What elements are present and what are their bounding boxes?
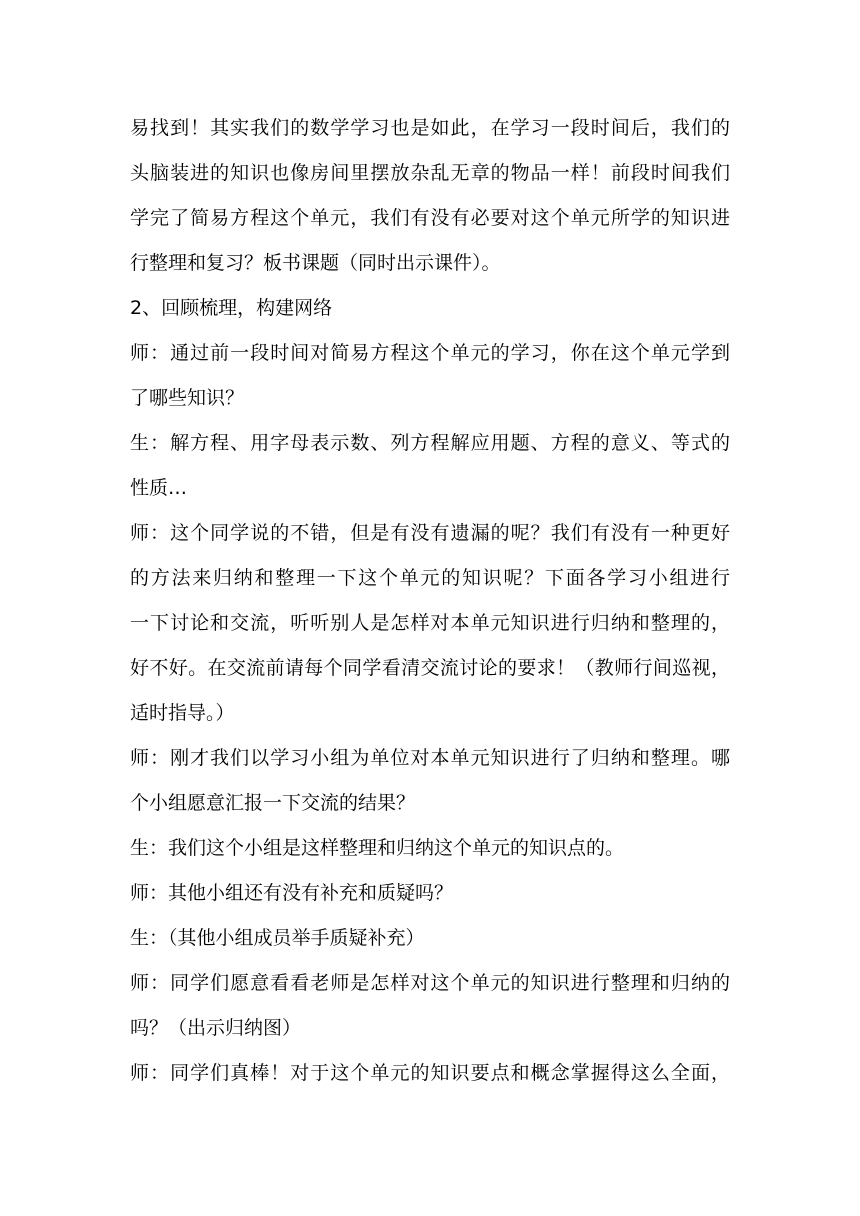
text-line: 师：同学们真棒！对于这个单元的知识要点和概念掌握得这么全面，	[130, 1062, 730, 1084]
text-line: 一下讨论和交流，听听别人是怎样对本单元知识进行归纳和整理的，	[130, 612, 730, 634]
text-line: 师：其他小组还有没有补充和质疑吗？	[130, 882, 454, 904]
section-heading: 2、回顾梳理，构建网络	[130, 297, 333, 319]
text-line: 行整理和复习？板书课题（同时出示课件）。	[130, 252, 501, 274]
text-line: 师：通过前一段时间对简易方程这个单元的学习，你在这个单元学到	[130, 342, 730, 364]
text-line: 师：刚才我们以学习小组为单位对本单元知识进行了归纳和整理。哪	[130, 747, 730, 769]
text-line: 的方法来归纳和整理一下这个单元的知识呢？下面各学习小组进行	[130, 567, 730, 589]
text-line: 生：解方程、用字母表示数、列方程解应用题、方程的意义、等式的	[130, 432, 730, 454]
text-line: 了哪些知识？	[130, 387, 245, 409]
text-line: 学完了简易方程这个单元，我们有没有必要对这个单元所学的知识进	[130, 207, 730, 229]
text-line: 师：这个同学说的不错，但是有没有遗漏的呢？我们有没有一种更好	[130, 522, 730, 544]
text-line: 生：（其他小组成员举手质疑补充）	[130, 927, 425, 949]
text-line: 吗？（出示归纳图）	[130, 1017, 302, 1039]
document-body	[130, 106, 730, 1096]
text-line: 性质…	[130, 477, 188, 499]
text-line: 易找到！其实我们的数学学习也是如此，在学习一段时间后，我们的	[130, 117, 730, 139]
text-line: 头脑装进的知识也像房间里摆放杂乱无章的物品一样！前段时间我们	[130, 162, 730, 184]
text-line: 生：我们这个小组是这样整理和归纳这个单元的知识点的。	[130, 837, 625, 859]
text-line: 适时指导。）	[130, 702, 235, 724]
text-line: 好不好。在交流前请每个同学看清交流讨论的要求！（教师行间巡视，	[130, 657, 730, 679]
text-line: 师：同学们愿意看看老师是怎样对这个单元的知识进行整理和归纳的	[130, 972, 730, 994]
text-line: 个小组愿意汇报一下交流的结果？	[130, 792, 416, 814]
